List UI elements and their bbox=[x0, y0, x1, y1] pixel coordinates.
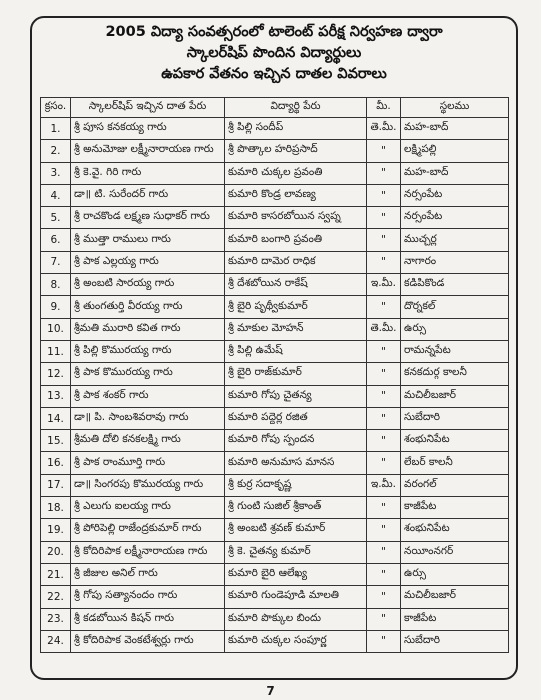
place-cell: దొర్నకల్ bbox=[401, 296, 509, 318]
medium-cell: " bbox=[367, 363, 401, 385]
serial-number-cell: 7. bbox=[41, 251, 71, 273]
column-header: స్కాలర్‌షిప్ ఇచ్చిన దాత పేరు bbox=[71, 98, 225, 118]
place-cell: మచిలీబజార్ bbox=[401, 586, 509, 608]
column-header: స్థలము bbox=[401, 98, 509, 118]
table-row bbox=[41, 184, 509, 206]
table-row bbox=[41, 340, 509, 362]
place-cell: నర్సంపేట bbox=[401, 207, 509, 229]
student-name-cell: శ్రీ కె. చైతన్య కుమార్ bbox=[225, 541, 367, 563]
student-name-cell: శ్రీ బైరి రాజ్‌కుమార్ bbox=[225, 363, 367, 385]
medium-cell: " bbox=[367, 251, 401, 273]
header-line-2: స్కాలర్‌షిప్ పొందిన విద్యార్థులు bbox=[186, 45, 362, 61]
column-header: విద్యార్థి పేరు bbox=[225, 98, 367, 118]
table-header-row bbox=[41, 98, 509, 118]
donor-name-cell: శ్రీ పిల్లి కొమురయ్య గారు bbox=[71, 340, 225, 362]
table-row bbox=[41, 118, 509, 140]
medium-cell: " bbox=[367, 608, 401, 630]
medium-cell: " bbox=[367, 563, 401, 585]
place-cell: శంభునిపేట bbox=[401, 430, 509, 452]
student-name-cell: కుమారి గోపు స్పందన bbox=[225, 430, 367, 452]
serial-number-cell: 20. bbox=[41, 541, 71, 563]
donor-name-cell: శ్రీ పాక కొమురయ్య గారు bbox=[71, 363, 225, 385]
donor-name-cell: శ్రీమతి దోలి కనకలక్ష్మి గారు bbox=[71, 430, 225, 452]
student-name-cell: శ్రీ పిల్లి సందీప్ bbox=[225, 118, 367, 140]
student-name-cell: కుమారి గోపు చైతన్య bbox=[225, 385, 367, 407]
student-name-cell: కుమారి పొక్కుల బిందు bbox=[225, 608, 367, 630]
medium-cell: తె.మీ. bbox=[367, 318, 401, 340]
medium-cell: " bbox=[367, 385, 401, 407]
medium-cell: " bbox=[367, 162, 401, 184]
donor-name-cell: శ్రీ కడబోయిన కిషన్ గారు bbox=[71, 608, 225, 630]
place-cell: మహ-బాద్ bbox=[401, 118, 509, 140]
medium-cell: " bbox=[367, 630, 401, 652]
donor-name-cell: శ్రీ పోరిపెల్లి రాజేంద్రకుమార్ గారు bbox=[71, 519, 225, 541]
page-number: 7 bbox=[266, 684, 275, 698]
student-name-cell: కుమారి కొండ్ర లావణ్య bbox=[225, 184, 367, 206]
place-cell: కడిపికొండ bbox=[401, 274, 509, 296]
medium-cell: ఇ.మీ. bbox=[367, 474, 401, 496]
column-header: మీ. bbox=[367, 98, 401, 118]
place-cell: లక్ష్మిపల్లి bbox=[401, 140, 509, 162]
scholarship-table bbox=[40, 97, 509, 653]
student-name-cell: కుమారి అనుమాస మానస bbox=[225, 452, 367, 474]
table-row bbox=[41, 430, 509, 452]
medium-cell: " bbox=[367, 229, 401, 251]
table-row bbox=[41, 274, 509, 296]
place-cell: వరంగల్ bbox=[401, 474, 509, 496]
table-row bbox=[41, 385, 509, 407]
serial-number-cell: 1. bbox=[41, 118, 71, 140]
place-cell: కాజీపేట bbox=[401, 497, 509, 519]
place-cell: నాగారం bbox=[401, 251, 509, 273]
table-row bbox=[41, 563, 509, 585]
donor-name-cell: డా॥ సింగరపు కొమురయ్య గారు bbox=[71, 474, 225, 496]
student-name-cell: శ్రీ దేశబోయిన రాకేష్ bbox=[225, 274, 367, 296]
donor-name-cell: శ్రీ ముత్తా రాములు గారు bbox=[71, 229, 225, 251]
place-cell: రామన్నపేట bbox=[401, 340, 509, 362]
table-row bbox=[41, 407, 509, 429]
place-cell: సుబేదారి bbox=[401, 407, 509, 429]
donor-name-cell: శ్రీ ఎలుగు ఐలయ్య గారు bbox=[71, 497, 225, 519]
student-name-cell: కుమారి దామెర రాధిక bbox=[225, 251, 367, 273]
table-row bbox=[41, 318, 509, 340]
table-row bbox=[41, 497, 509, 519]
student-name-cell: కుమారి బైరి ఆలేఖ్య bbox=[225, 563, 367, 585]
medium-cell: " bbox=[367, 207, 401, 229]
donor-name-cell: శ్రీమతి మురారి కవిత గారు bbox=[71, 318, 225, 340]
student-name-cell: శ్రీ పిల్లి ఉమేష్ bbox=[225, 340, 367, 362]
serial-number-cell: 15. bbox=[41, 430, 71, 452]
serial-number-cell: 12. bbox=[41, 363, 71, 385]
place-cell: ఉర్సు bbox=[401, 318, 509, 340]
document-header bbox=[36, 22, 512, 85]
donor-name-cell: శ్రీ కోదిరిపాక లక్ష్మీనారాయణ గారు bbox=[71, 541, 225, 563]
donor-name-cell: శ్రీ రాచకొండ లక్ష్మణ సుధాకర్ గారు bbox=[71, 207, 225, 229]
medium-cell: " bbox=[367, 452, 401, 474]
table-row bbox=[41, 229, 509, 251]
header-line-1: 2005 విద్యా సంవత్సరంలో టాలెంట్ పరీక్ష నిర్వహణ ద్వారా bbox=[105, 24, 443, 40]
table-row bbox=[41, 630, 509, 652]
medium-cell: " bbox=[367, 497, 401, 519]
student-name-cell: శ్రీ మాకుల మోహన్ bbox=[225, 318, 367, 340]
place-cell: నర్సంపేట bbox=[401, 184, 509, 206]
table-row bbox=[41, 207, 509, 229]
serial-number-cell: 14. bbox=[41, 407, 71, 429]
serial-number-cell: 6. bbox=[41, 229, 71, 251]
table-row bbox=[41, 162, 509, 184]
table-row bbox=[41, 541, 509, 563]
place-cell: మచిలీబజార్ bbox=[401, 385, 509, 407]
donor-name-cell: శ్రీ పాక ఎల్లయ్య గారు bbox=[71, 251, 225, 273]
serial-number-cell: 5. bbox=[41, 207, 71, 229]
student-name-cell: శ్రీ అంబటి శ్రవణ్ కుమార్ bbox=[225, 519, 367, 541]
serial-number-cell: 4. bbox=[41, 184, 71, 206]
donor-name-cell: శ్రీ కె.వై. గిరి గారు bbox=[71, 162, 225, 184]
place-cell: సుబేదారి bbox=[401, 630, 509, 652]
place-cell: కాజీపేట bbox=[401, 608, 509, 630]
donor-name-cell: శ్రీ పాక శంకర్ గారు bbox=[71, 385, 225, 407]
place-cell: ముచ్చర్ల bbox=[401, 229, 509, 251]
serial-number-cell: 17. bbox=[41, 474, 71, 496]
serial-number-cell: 11. bbox=[41, 340, 71, 362]
student-name-cell: కుమారి పద్దెర్ల రజిత bbox=[225, 407, 367, 429]
serial-number-cell: 3. bbox=[41, 162, 71, 184]
serial-number-cell: 10. bbox=[41, 318, 71, 340]
table-row bbox=[41, 363, 509, 385]
place-cell: శంభునిపేట bbox=[401, 519, 509, 541]
medium-cell: ఇ.మీ. bbox=[367, 274, 401, 296]
table-row bbox=[41, 608, 509, 630]
column-header: క్రసం. bbox=[41, 98, 71, 118]
medium-cell: " bbox=[367, 184, 401, 206]
serial-number-cell: 9. bbox=[41, 296, 71, 318]
medium-cell: " bbox=[367, 296, 401, 318]
donor-name-cell: శ్రీ తుంగతుర్తి వీరయ్య గారు bbox=[71, 296, 225, 318]
place-cell: కనకదుర్గ కాలనీ bbox=[401, 363, 509, 385]
serial-number-cell: 13. bbox=[41, 385, 71, 407]
medium-cell: " bbox=[367, 140, 401, 162]
student-name-cell: కుమారి చుక్కల ప్రవంతి bbox=[225, 162, 367, 184]
medium-cell: " bbox=[367, 430, 401, 452]
place-cell: ఉర్సు bbox=[401, 563, 509, 585]
medium-cell: " bbox=[367, 407, 401, 429]
student-name-cell: కుమారి చుక్కల సంపూర్ణ bbox=[225, 630, 367, 652]
donor-name-cell: శ్రీ అనుమోజు లక్ష్మీనారాయణ గారు bbox=[71, 140, 225, 162]
serial-number-cell: 19. bbox=[41, 519, 71, 541]
serial-number-cell: 16. bbox=[41, 452, 71, 474]
donor-name-cell: శ్రీ కోదిరిపాక వెంకటేశ్వర్లు గారు bbox=[71, 630, 225, 652]
donor-name-cell: డా॥ టి. సురేందర్ గారు bbox=[71, 184, 225, 206]
donor-name-cell: శ్రీ గోపు సత్యానందం గారు bbox=[71, 586, 225, 608]
serial-number-cell: 24. bbox=[41, 630, 71, 652]
medium-cell: " bbox=[367, 340, 401, 362]
student-name-cell: కుమారి బంగారి ప్రవంతి bbox=[225, 229, 367, 251]
student-name-cell: శ్రీ పొత్కాల హరిప్రసాద్ bbox=[225, 140, 367, 162]
serial-number-cell: 18. bbox=[41, 497, 71, 519]
student-name-cell: కుమారి కాసరబోయిన స్వప్న bbox=[225, 207, 367, 229]
donor-name-cell: శ్రీ పాక రాంమూర్తి గారు bbox=[71, 452, 225, 474]
medium-cell: " bbox=[367, 519, 401, 541]
serial-number-cell: 2. bbox=[41, 140, 71, 162]
table-row bbox=[41, 586, 509, 608]
table-row bbox=[41, 296, 509, 318]
student-name-cell: శ్రీ గుంటి సుజిల్ శ్రీకాంత్ bbox=[225, 497, 367, 519]
serial-number-cell: 23. bbox=[41, 608, 71, 630]
donor-name-cell: శ్రీ అంబటి సారయ్య గారు bbox=[71, 274, 225, 296]
serial-number-cell: 22. bbox=[41, 586, 71, 608]
student-name-cell: శ్రీ కుర్ర సదాకృష్ణ bbox=[225, 474, 367, 496]
student-name-cell: కుమారి గుండెపూడి మాలతి bbox=[225, 586, 367, 608]
table-row bbox=[41, 519, 509, 541]
table-row bbox=[41, 452, 509, 474]
medium-cell: తె.మీ. bbox=[367, 118, 401, 140]
serial-number-cell: 8. bbox=[41, 274, 71, 296]
medium-cell: " bbox=[367, 541, 401, 563]
place-cell: మహ-బాద్ bbox=[401, 162, 509, 184]
table-row bbox=[41, 140, 509, 162]
student-name-cell: శ్రీ బైరి పృథ్వీకుమార్ bbox=[225, 296, 367, 318]
place-cell: నయీంనగర్ bbox=[401, 541, 509, 563]
medium-cell: " bbox=[367, 586, 401, 608]
donor-name-cell: డా॥ పి. సాంబశివరావు గారు bbox=[71, 407, 225, 429]
place-cell: లేబర్ కాలనీ bbox=[401, 452, 509, 474]
serial-number-cell: 21. bbox=[41, 563, 71, 585]
donor-name-cell: శ్రీ జీజుల అనిల్ గారు bbox=[71, 563, 225, 585]
table-row bbox=[41, 474, 509, 496]
header-line-3: ఉపకార వేతనం ఇచ్చిన దాతల వివరాలు bbox=[161, 66, 387, 82]
table-row bbox=[41, 251, 509, 273]
donor-name-cell: శ్రీ పూస కనకయ్య గారు bbox=[71, 118, 225, 140]
